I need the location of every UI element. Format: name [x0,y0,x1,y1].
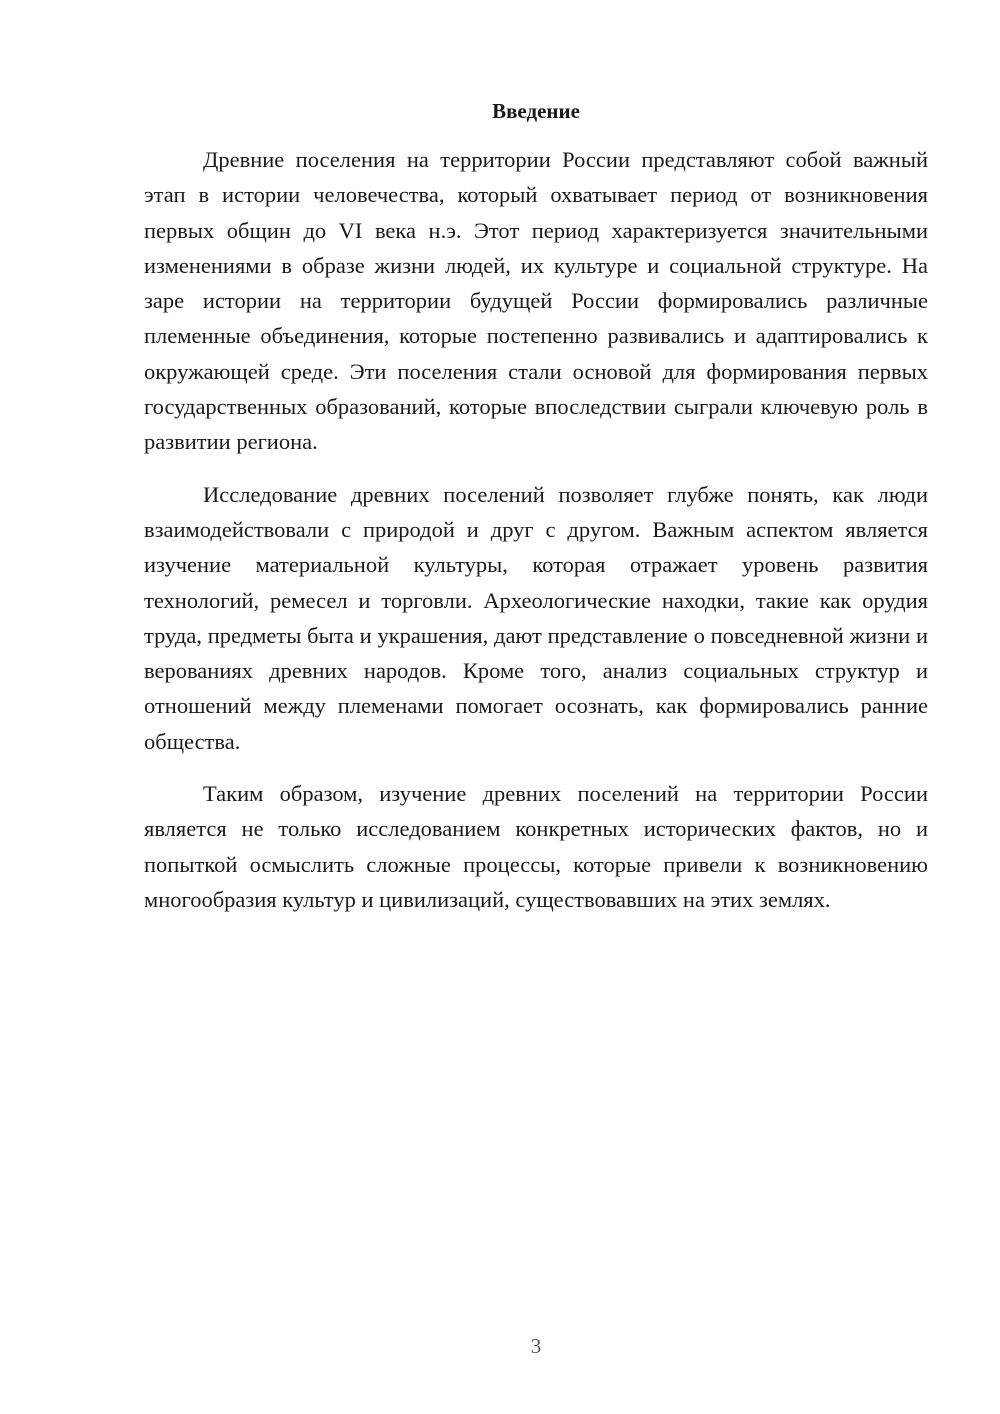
page-number: 3 [530,1334,542,1358]
body-text [144,142,928,934]
section-title: Введение [492,99,580,123]
paragraph-1: Древние поселения на территории России представляют собой важный этап в истории человечества, который охватывает период от возникновения первых общин до VI века н.э. Этот период характеризуется значительными изменениями в образе жизни людей, их культуре и социальной структуре. На заре истории на территории будущей России формировались различные племенные объединения, которые постепенно развивались и адаптировались к окружающей среде. Эти поселения стали основой для формирования первых государственных образований, которые впоследствии сыграли ключевую роль в развитии региона. [144,147,928,455]
paragraph-3: Таким образом, изучение древних поселений на территории России является не только исследованием конкретных исторических фактов, но и попыткой осмыслить сложные процессы, которые привели к возникновению многообразия культур и цивилизаций, существовавших на этих землях. [144,781,928,912]
paragraph-2: Исследование древних поселений позволяет глубже понять, как люди взаимодействовали с природой и друг с другом. Важным аспектом является изучение материальной культуры, которая отражает уровень развития технологий, ремесел и торговли. Археологические находки, такие как орудия труда, предметы быта и украшения, дают представление о повседневной жизни и верованиях древних народов. Кроме того, анализ социальных структур и отношений между племенами помогает осознать, как формировались ранние общества. [144,481,928,754]
